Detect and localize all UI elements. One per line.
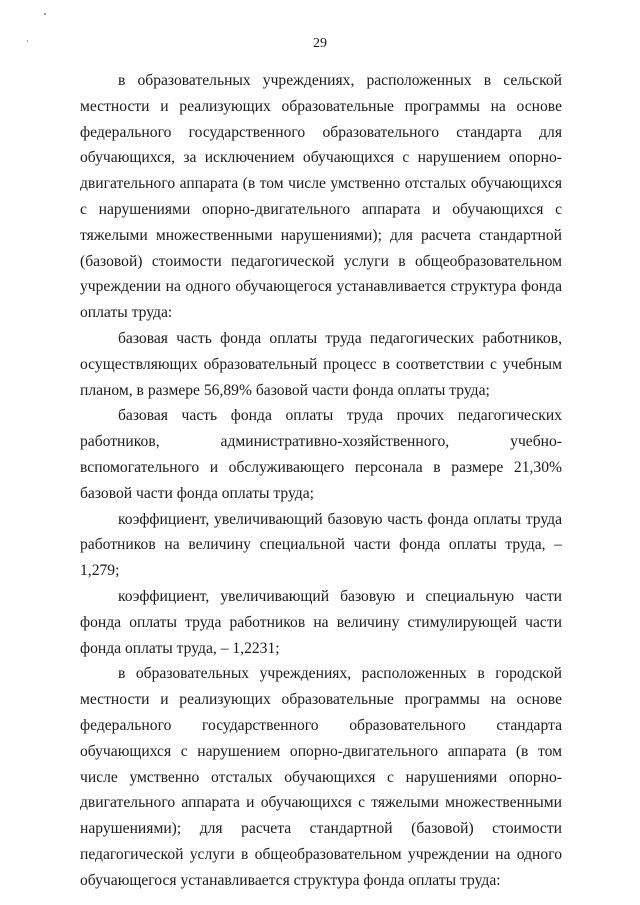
page-number: 29 <box>313 36 327 51</box>
paragraph-special-coefficient: коэффициент, увеличивающий базовую часть фонда оплаты труда работников на величину специальной части фонда оплаты труда, – 1,279; <box>80 510 562 580</box>
paragraph-base-pay-other-staff: базовая часть фонда оплаты труда прочих педагогических работников, административно-хозяйственного, учебно-вспомогательного и обслуживающего персонала в размере 21,30% базовой части фонда оплаты труда; <box>80 407 562 502</box>
paragraph-base-pay-teachers: базовая часть фонда оплаты труда педагогических работников, осуществляющих образовательный процесс в соответствии с учебным планом, в размере 56,89% базовой части фонда оплаты труда; <box>80 329 562 399</box>
scan-artifact <box>44 13 46 15</box>
paragraph-rural-schools: в образовательных учреждениях, расположенных в сельской местности и реализующих образовательные программы на основе федерального государственного образовательного стандарта для обучающихся, за исключением обучающихся с нарушением опорно-двигательного аппарата (в том числе умственно отсталых обучающихся с нарушениями опорно-двигательного аппарата и обучающихся с тяжелыми множественными нарушениями); для расчета стандартной (базовой) стоимости педагогической услуги в общеобразовательном учреждении на одного обучающегося устанавливается структура фонда оплаты труда: <box>80 72 562 322</box>
document-body <box>80 68 562 894</box>
paragraph-urban-schools: в образовательных учреждениях, расположенных в городской местности и реализующих образовательные программы на основе федерального государственного образовательного стандарта обучающихся с нарушением опорно-двигательного аппарата (в том числе умственно отсталых обучающихся с нарушениями опорно-двигательного аппарата и обучающихся с тяжелыми множественными нарушениями); для расчета стандартной (базовой) стоимости педагогической услуги в общеобразовательном учреждении на одного обучающегося устанавливается структура фонда оплаты труда: <box>80 665 562 889</box>
paragraph-incentive-coefficient: коэффициент, увеличивающий базовую и специальную части фонда оплаты труда работников на величину стимулирующей части фонда оплаты труда, – 1,2231; <box>80 587 562 657</box>
